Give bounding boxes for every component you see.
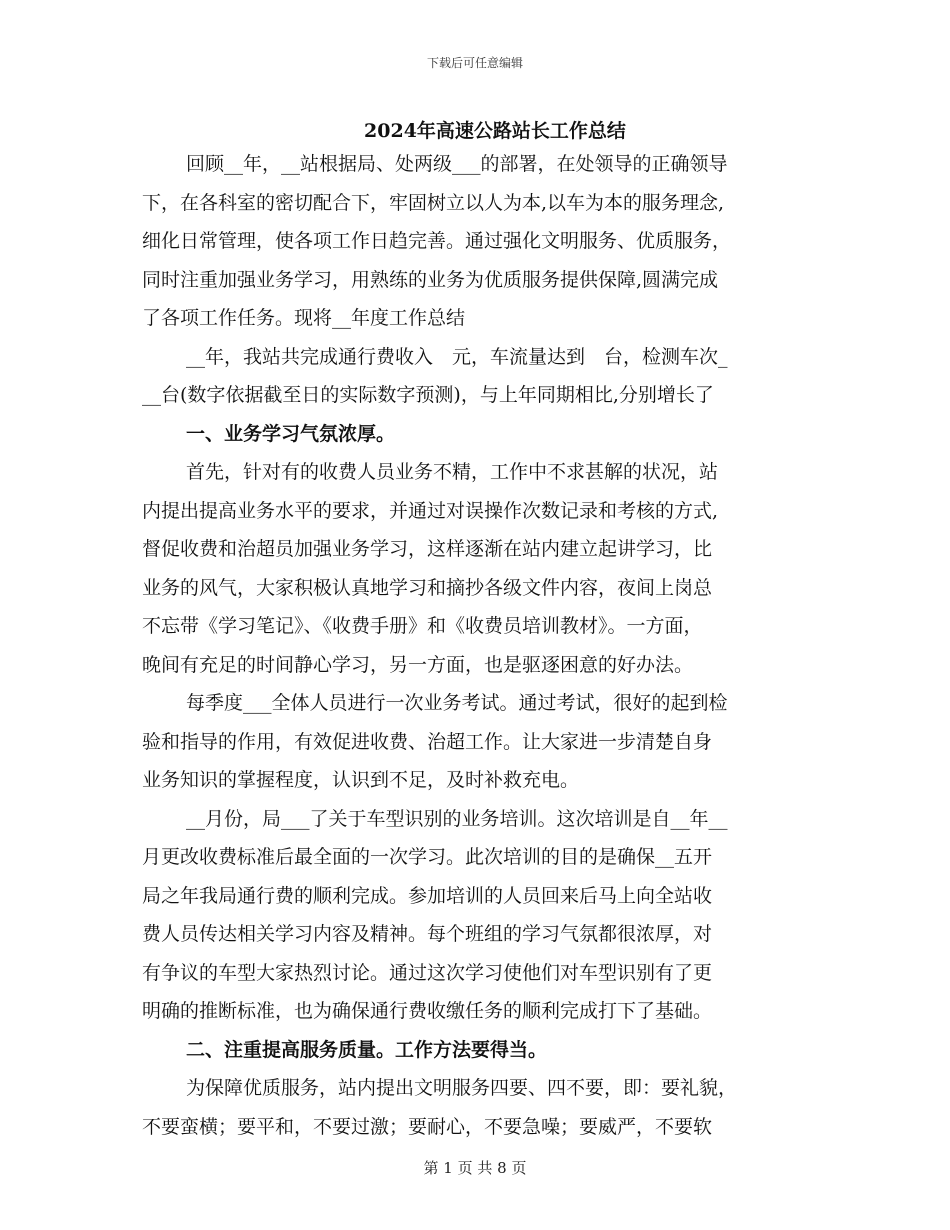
paragraph-line: 业务知识的掌握程度，认识到不足，及时补救充电。 <box>142 769 580 791</box>
document-title: 2024年高速公路站长工作总结 <box>364 120 626 142</box>
paragraph-line: 晚间有充足的时间静心学习，另一方面，也是驱逐困意的好办法。 <box>142 653 694 676</box>
paragraph-line: 每季度___全体人员进行一次业务考试。通过考试，很好的起到检 <box>186 692 728 714</box>
page-header-note: 下载后可任意编辑 <box>426 56 523 70</box>
paragraph-line: 回顾__年，__站根据局、处两级___的部署，在处领导的正确领导 <box>186 153 728 175</box>
paragraph-line: 首先，针对有的收费人员业务不精，工作中不求甚解的状况，站 <box>186 461 719 483</box>
paragraph-line: 验和指导的作用，有效促进收费、治超工作。让大家进一步清楚自身 <box>142 730 713 753</box>
paragraph-line: 了各项工作任务。现将__年度工作总结 <box>142 307 466 329</box>
page-number-footer: 第 1 页 共 8 页 <box>423 1159 527 1177</box>
paragraph-line: 下，在各科室的密切配合下，牢固树立以人为本,以车为本的服务理念, <box>142 191 725 214</box>
section-heading: 二、注重提高服务质量。工作方法要得当。 <box>186 1038 548 1061</box>
paragraph-line: 为保障优质服务，站内提出文明服务四要、四不要，即：要礼貌， <box>186 1077 738 1099</box>
paragraph-line: 业务的风气，大家积极认真地学习和摘抄各级文件内容，夜间上岗总 <box>142 576 713 599</box>
section-heading: 一、业务学习气氛浓厚。 <box>186 422 396 445</box>
paragraph-line: 不要蛮横；要平和，不要过激；要耐心，不要急噪；要威严，不要软 <box>142 1115 713 1138</box>
paragraph-line: __台(数字依据截至日的实际数字预测)，与上年同期相比,分别增长了 <box>142 384 714 406</box>
paragraph-line: __月份，局___了关于车型识别的业务培训。这次培训是自__年__ <box>186 807 728 830</box>
paragraph-line: 有争议的车型大家热烈讨论。通过这次学习使他们对车型识别有了更 <box>142 961 713 984</box>
paragraph-line: 细化日常管理，使各项工作日趋完善。通过强化文明服务、优质服务， <box>142 230 732 252</box>
paragraph-line: 月更改收费标准后最全面的一次学习。此次培训的目的是确保__五开 <box>142 846 713 868</box>
document-body <box>142 145 822 1146</box>
paragraph-line: 内提出提高业务水平的要求，并通过对误操作次数记录和考核的方式, <box>142 499 719 522</box>
paragraph-line: 明确的推断标准，也为确保通行费收缴任务的顺利完成打下了基础。 <box>142 1000 713 1022</box>
paragraph-line: 督促收费和治超员加强业务学习，这样逐渐在站内建立起讲学习，比 <box>142 538 713 560</box>
paragraph-line: __年，我站共完成通行费收入 元，车流量达到 台，检测车次_ <box>186 345 728 368</box>
paragraph-line: 局之年我局通行费的顺利完成。参加培训的人员回来后马上向全站收 <box>142 884 713 907</box>
paragraph-line: 同时注重加强业务学习，用熟练的业务为优质服务提供保障,圆满完成 <box>142 268 719 291</box>
paragraph-line: 不忘带《学习笔记》、《收费手册》和《收费员培训教材》。一方面， <box>142 615 703 637</box>
paragraph-line: 费人员传达相关学习内容及精神。每个班组的学习气氛都很浓厚，对 <box>142 923 713 945</box>
